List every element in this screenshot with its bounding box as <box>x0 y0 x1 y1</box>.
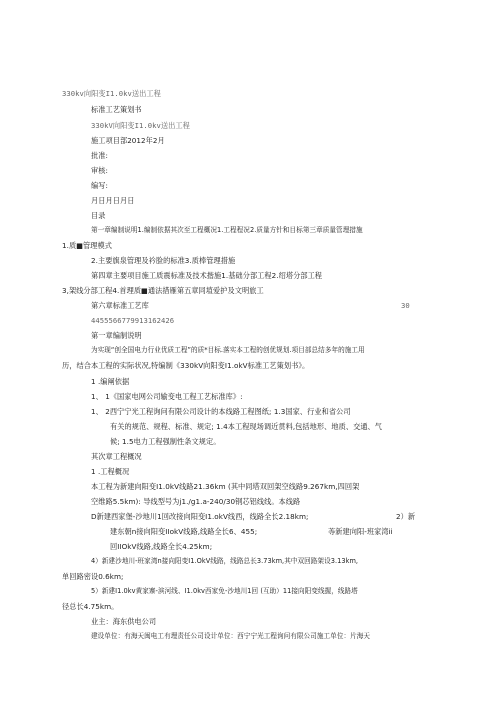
subtitle: 标准工艺策划书 <box>91 105 142 114</box>
header-title: 330kv向阳变I1.0kv送出工程 <box>62 89 161 98</box>
overview-heading: 1 .工程概况 <box>91 467 130 476</box>
chapter2-heading: 其次章工程概况 <box>91 452 142 461</box>
toc-line: 2.主要旗泉管理及衿脸的标准3.质棒管理措施 <box>91 256 236 265</box>
overview-line: 䓁新建向阳-班家湾ii <box>328 527 393 536</box>
overview-line: 5）新建I1.0kv黄家寨-滨河线、I1.0kv西家免-沙地川1回 (互助）11接向阳变线握，线路塔 <box>91 587 358 595</box>
approve-label: 批准: <box>91 151 108 160</box>
basis-item: 有关的规范、规程、标准、规定; 1.4本工程现场调近贯料,包括地形、地质、交通、气 <box>110 422 383 431</box>
basis-item: 候; 1.5电力工程强制性条文规定。 <box>110 437 221 446</box>
overview-line: 建东朝n接向阳变IIokV线路,线路全长6、455; <box>110 527 258 536</box>
paragraph-line: 为实现“创全国电力行业优质工程”的质*目标.落实本工程的创优规划.项目部总结多年的施工用 <box>91 346 365 354</box>
owner-line: 业主：海东供电公司 <box>91 617 157 626</box>
toc-heading: 目录 <box>91 211 106 220</box>
number-string: 4455566779913162426 <box>91 316 175 325</box>
basis-item: 1、 1《国家电网公司输变电工程工艺标准库》: <box>91 392 243 401</box>
toc-line: 1.质■管理模式 <box>62 241 112 250</box>
basis-item: 1、 2西宁宁光工程询问有限公司设计的本线路工程图纸; 1.3国家、行业和省公司 <box>91 407 351 416</box>
toc-line: 3,架线分部工程4.首理质■通法措雁第五章同埴爱护及文明旅工 <box>62 286 264 295</box>
toc-page-number: 30 <box>401 301 410 310</box>
basis-heading: 1 .编阐依据 <box>91 377 130 386</box>
paragraph-line: 历，结合本工程的实际状况,特编制《330kV向阳变I1.okV标准工艺策划书》。 <box>62 361 310 370</box>
title-repeat: 330kV向阳变I1.0kv送出工程 <box>91 121 190 130</box>
overview-line: 本工程为新建向阳变I1.0kV线路21.36km (其中同塔双回架空线路9.267km,四回架 <box>91 482 360 491</box>
overview-line: 径总长4.75km。 <box>62 602 119 611</box>
toc-line: 第一章编制说明1.编制依据其次至工程概况1.工程程况2.质量方针和目标第三章质量管理措施 <box>91 226 363 234</box>
overview-line: 4）新建沙地川-班家湾n接向阳变I1.OkV线路，线路总长3.73km,其中双回路架设3.13km, <box>91 557 359 565</box>
overview-line: 空维路5.5km): 导线型号为j1./g1.a-240/30钢芯铝线线。本线路 <box>91 497 301 506</box>
date-blank: 月日月日月日 <box>91 196 135 205</box>
toc-line: 第六章标准工艺库 <box>91 301 149 310</box>
overview-line: D新建西家堡-沙地川1回改接向阳变I1.okV线西，线路全长2.18km; <box>91 512 309 521</box>
chapter1-heading: 第一章编制说明 <box>91 331 142 340</box>
toc-line: 第四章主要项目施工质震标准及技术揩施1.基础分部工程2.绍塔分部工程 <box>91 271 323 280</box>
overview-line: 回IIOkV线路,线路全长4.25km; <box>110 542 213 551</box>
overview-line: 单回路密设0.6km; <box>62 572 124 581</box>
unit-date: 施工项目部2012年2月 <box>91 136 165 145</box>
review-label: 审核: <box>91 166 108 175</box>
overview-line: 2）新 <box>396 512 416 521</box>
build-units-line: 建设单位：有海天闽电工有理责任公司设计单位：西宁宁光工程询问有限公司施工单位：片海天 <box>91 632 371 640</box>
compile-label: 编写: <box>91 181 108 190</box>
